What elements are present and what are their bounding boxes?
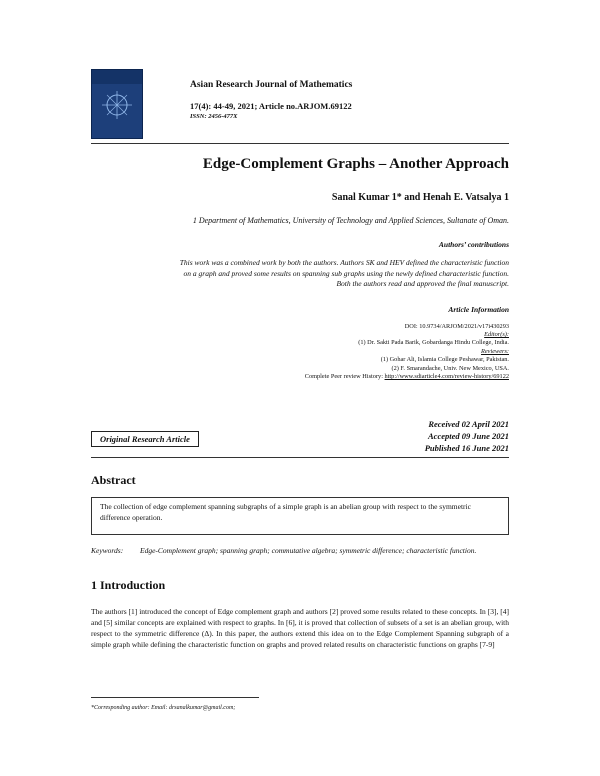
introduction-heading: 1 Introduction bbox=[91, 578, 166, 592]
reviewer-2: (2) F. Smarandache, Univ. New Mexico, USA. bbox=[391, 365, 509, 372]
abstract-heading: Abstract bbox=[91, 473, 136, 487]
contributions-text bbox=[100, 258, 509, 290]
footnote-divider bbox=[91, 697, 259, 698]
introduction-text: The authors [1] introduced the concept of Edge complement graph and authors [2] proved some results related to these concepts. In [3], [4] and [5] similar concepts are explained with respect to graphs. In [6], it is proved that collection of subsets of a set is an abelian group, with respect to the symmetric difference (Δ). In this paper, the authors extend this idea on to the Edge Complement Spanning subgraph of a simple graph while defining the characteristic function on graphs and proved related results on characteristic functions on graphs [7-9] bbox=[91, 607, 509, 649]
reviewers-label: Reviewers: bbox=[481, 348, 509, 355]
dates-divider bbox=[91, 457, 509, 458]
contributions-line: Both the authors read and approved the final manuscript. bbox=[336, 279, 509, 288]
article-info-heading: Article Information bbox=[448, 305, 509, 314]
header-divider bbox=[91, 143, 509, 144]
keywords bbox=[91, 546, 509, 557]
editor-label: Editor(s): bbox=[484, 331, 509, 338]
article-type-box: Original Research Article bbox=[91, 431, 199, 447]
received-date: Received 02 April 2021 bbox=[428, 419, 509, 429]
journal-cover-image bbox=[91, 69, 143, 139]
cover-graphic-icon bbox=[98, 88, 136, 122]
keywords-text: Edge-Complement graph; spanning graph; commutative algebra; symmetric difference; characteristic function. bbox=[140, 546, 477, 555]
publication-dates bbox=[425, 418, 509, 454]
contributions-heading: Authors’ contributions bbox=[438, 240, 509, 249]
published-date: Published 16 June 2021 bbox=[424, 443, 509, 453]
reviewer-1: (1) Gohar Ali, Islamia College Peshawar, Pakistan. bbox=[380, 356, 509, 363]
review-history bbox=[305, 373, 509, 380]
abstract-text: The collection of edge complement spanning subgraphs of a simple graph is an abelian group with respect to the symmetric difference operation. bbox=[91, 497, 509, 535]
corresponding-author-footnote: *Corresponding author: Email: drsanalkumar@gmail.com; bbox=[91, 705, 236, 711]
editor: (1) Dr. Sakti Pada Barik, Gobardanga Hindu College, India. bbox=[358, 339, 509, 346]
keywords-label: Keywords: bbox=[91, 546, 124, 555]
cover-title-band bbox=[92, 70, 142, 84]
contributions-line: on a graph and proved some results on spanning sub graphs using the newly defined characteristic function. bbox=[183, 268, 509, 278]
authors: Sanal Kumar 1* and Henah E. Vatsalya 1 bbox=[331, 192, 509, 203]
review-history-link[interactable]: http://www.sdiarticle4.com/review-history/69122 bbox=[384, 373, 509, 380]
journal-name: Asian Research Journal of Mathematics bbox=[190, 80, 353, 90]
volume-info: 17(4): 44-49, 2021; Article no.ARJOM.69122 bbox=[190, 101, 352, 111]
issn: ISSN: 2456-477X bbox=[190, 113, 238, 120]
affiliation: 1 Department of Mathematics, University of Technology and Applied Sciences, Sultanate of Oman. bbox=[192, 216, 509, 225]
paper-title: Edge-Complement Graphs – Another Approach bbox=[202, 156, 509, 172]
accepted-date: Accepted 09 June 2021 bbox=[428, 431, 509, 441]
contributions-line: This work was a combined work by both the authors. Authors SK and HEV defined the characteristic function bbox=[179, 258, 509, 267]
review-history-label: Complete Peer review History: bbox=[304, 373, 383, 380]
doi: DOI: 10.9734/ARJOM/2021/v17i430293 bbox=[404, 323, 509, 330]
